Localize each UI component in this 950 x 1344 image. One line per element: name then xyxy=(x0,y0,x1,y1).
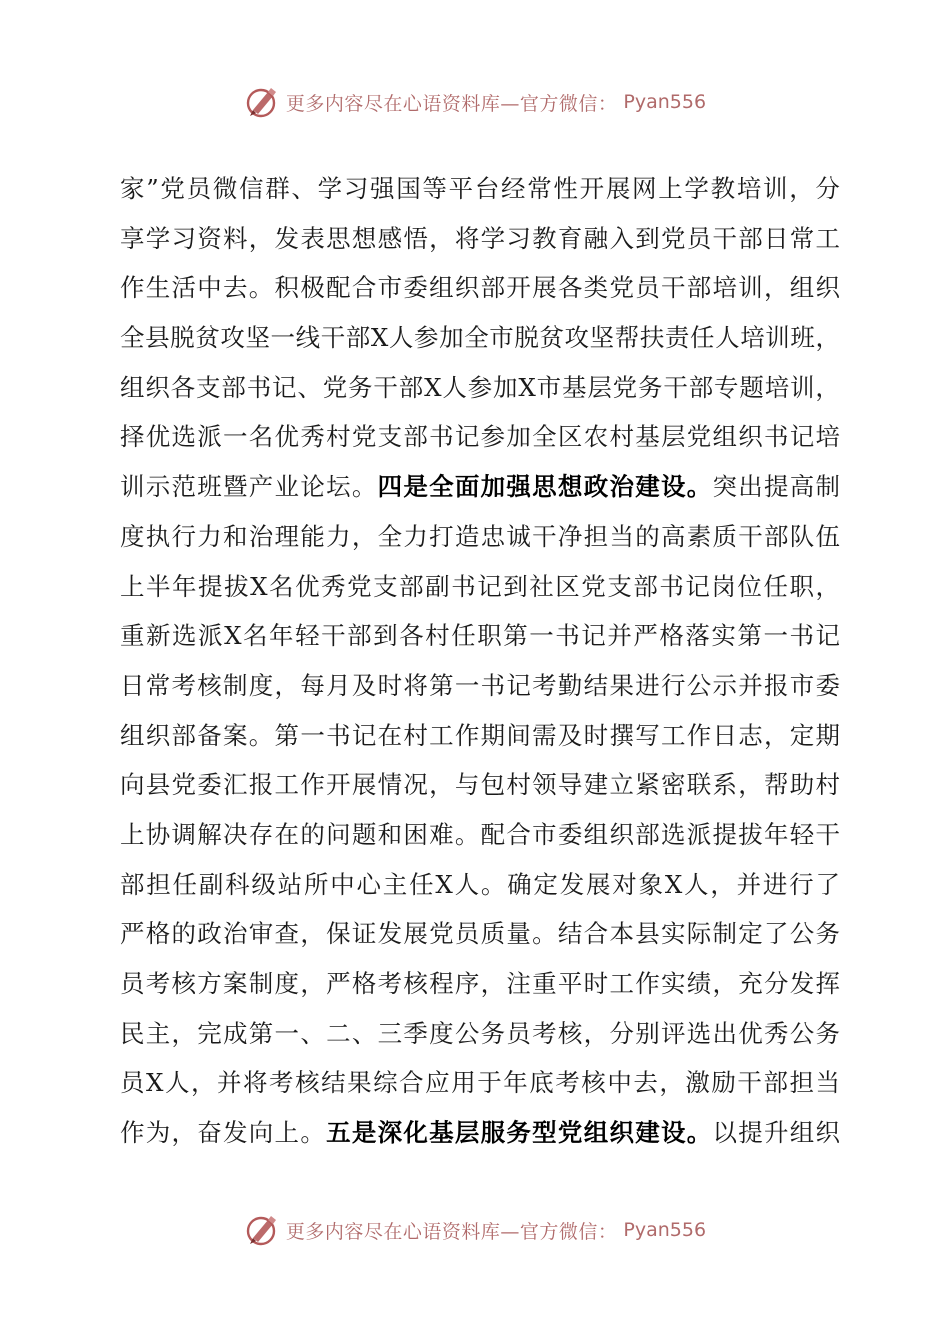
body-text: 作生活中去。积极配合市委组织部开展各类党员干部培训，组织 xyxy=(120,273,842,303)
text-line xyxy=(120,760,840,810)
bold-heading-text: 四是全面加强思想政治建设。 xyxy=(377,472,713,502)
body-text: 向县党委汇报工作开展情况，与包村领导建立紧密联系，帮助村 xyxy=(120,770,842,800)
text-line xyxy=(120,313,840,363)
body-text: 择优选派一名优秀村党支部书记参加全区农村基层党组织书记培 xyxy=(120,422,842,452)
body-text: 部担任副科级站所中心主任X人。确定发展对象X人，并进行了 xyxy=(120,869,842,899)
body-text: 组织各支部书记、党务干部X人参加X市基层党务干部专题培训， xyxy=(120,372,841,402)
text-line xyxy=(120,164,840,214)
text-line xyxy=(120,661,840,711)
text-line xyxy=(120,462,840,512)
text-line xyxy=(120,263,840,313)
watermark-text: 更多内容尽在心语资料库—官方微信： xyxy=(285,1220,618,1243)
text-line xyxy=(120,1058,840,1108)
body-text: 以提升组织 xyxy=(712,1118,842,1148)
body-text: 日常考核制度，每月及时将第一书记考勤结果进行公示并报市委 xyxy=(120,670,842,700)
body-text: 家”党员微信群、学习强国等平台经常性开展网上学教培训，分 xyxy=(120,174,842,203)
body-text: 享学习资料，发表思想感悟，将学习教育融入到党员干部日常工 xyxy=(120,223,842,253)
text-line xyxy=(120,412,840,462)
body-text: 全县脱贫攻坚一线干部X人参加全市脱贫攻坚帮扶责任人培训班， xyxy=(120,323,841,353)
text-line xyxy=(120,810,840,860)
watermark-text: 更多内容尽在心语资料库—官方微信： xyxy=(285,92,618,115)
body-text: 严格的政治审查，保证发展党员质量。结合本县实际制定了公务 xyxy=(120,919,842,949)
body-text: 突出提高制 xyxy=(712,472,842,502)
pen-logo-icon xyxy=(244,1212,280,1248)
body-text: 度执行力和治理能力，全力打造忠诚干净担当的高素质干部队伍 xyxy=(120,521,842,551)
text-line xyxy=(120,1108,840,1158)
text-line xyxy=(120,562,840,612)
body-text: 组织部备案。第一书记在村工作期间需及时撰写工作日志，定期 xyxy=(120,720,842,750)
body-text: 上半年提拔X名优秀党支部副书记到社区党支部书记岗位任职， xyxy=(120,571,842,601)
watermark-wechat-id: Pyan556 xyxy=(623,1219,707,1241)
body-text: 员考核方案制度，严格考核程序，注重平时工作实绩，充分发挥 xyxy=(120,969,842,998)
bold-heading-text: 五是深化基层服务型党组织建设。 xyxy=(326,1118,713,1148)
footer-watermark xyxy=(244,1212,706,1248)
text-line xyxy=(120,909,840,959)
text-line xyxy=(120,959,840,1009)
body-text: 民主，完成第一、二、三季度公务员考核，分别评选出优秀公务 xyxy=(120,1018,842,1048)
text-line xyxy=(120,363,840,413)
body-text: 上协调解决存在的问题和困难。配合市委组织部选派提拔年轻干 xyxy=(120,819,842,849)
text-line xyxy=(120,1009,840,1059)
body-text: 员X人，并将考核结果综合应用于年底考核中去，激励干部担当 xyxy=(120,1068,842,1098)
body-text: 训示范班暨产业论坛。 xyxy=(120,472,378,502)
body-text: 作为，奋发向上。 xyxy=(120,1118,327,1148)
body-text: 重新选派X名年轻干部到各村任职第一书记并严格落实第一书记 xyxy=(120,621,842,651)
text-line xyxy=(120,611,840,661)
header-watermark xyxy=(244,84,706,120)
text-line xyxy=(120,512,840,562)
text-line xyxy=(120,860,840,910)
pen-logo-icon xyxy=(244,84,280,120)
header-watermark-banner xyxy=(0,80,950,124)
document-body xyxy=(120,164,840,1158)
text-line xyxy=(120,711,840,761)
text-line xyxy=(120,214,840,264)
footer-watermark-banner xyxy=(0,1208,950,1252)
watermark-wechat-id: Pyan556 xyxy=(623,91,707,113)
